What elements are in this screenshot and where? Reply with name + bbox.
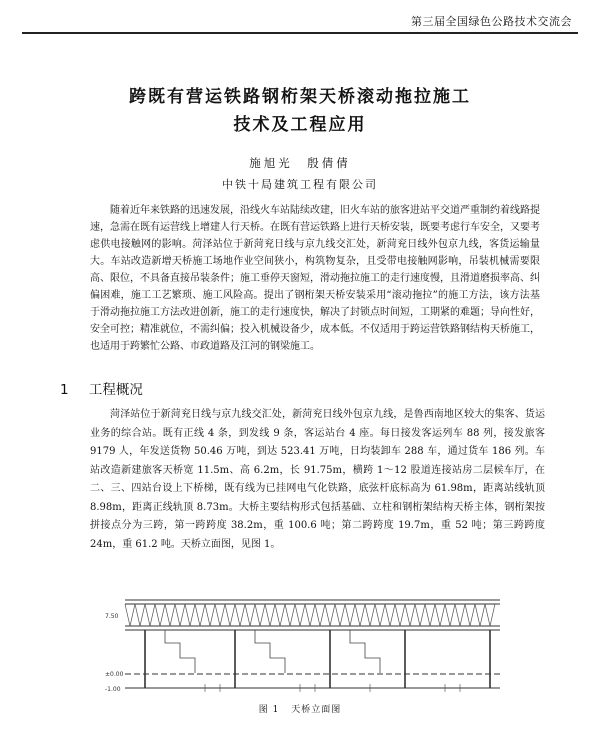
level-label-low: -1.00 — [105, 686, 121, 693]
truss-member — [395, 604, 400, 626]
truss-member — [465, 604, 470, 626]
truss-member — [390, 604, 395, 626]
truss-member — [320, 604, 325, 626]
truss-member — [145, 604, 150, 626]
truss-member — [285, 604, 290, 626]
truss-member — [250, 604, 255, 626]
truss-member — [245, 604, 250, 626]
truss-member — [435, 604, 440, 626]
truss-member — [155, 604, 160, 626]
truss-member — [490, 604, 495, 626]
truss-member — [200, 604, 205, 626]
truss-member — [460, 604, 465, 626]
truss-member — [335, 604, 340, 626]
truss-member — [175, 604, 180, 626]
truss-member — [180, 604, 185, 626]
truss-member — [170, 604, 175, 626]
affiliation: 中铁十局建筑工程有限公司 — [222, 178, 378, 191]
truss-member — [275, 604, 280, 626]
truss-member — [445, 604, 450, 626]
caption-number: 图 1 — [258, 705, 280, 715]
truss-member — [140, 604, 145, 626]
paper-title-line-1: 跨既有营运铁路钢桁架天桥滚动拖拉施工 — [129, 87, 471, 107]
truss-member — [290, 604, 295, 626]
truss-member — [420, 604, 425, 626]
truss-member — [210, 604, 215, 626]
truss-diagonals — [125, 604, 495, 626]
truss-member — [260, 604, 265, 626]
truss-member — [150, 604, 155, 626]
truss-member — [470, 604, 475, 626]
truss-member — [225, 604, 230, 626]
figure-caption — [0, 702, 600, 715]
truss-member — [310, 604, 315, 626]
truss-member — [295, 604, 300, 626]
truss-member — [425, 604, 430, 626]
columns — [145, 630, 490, 688]
truss-member — [350, 604, 355, 626]
section-heading — [60, 378, 143, 398]
truss-member — [230, 604, 235, 626]
conference-name: 第三届全国绿色公路技术交流会 — [411, 15, 572, 28]
truss-member — [195, 604, 200, 626]
truss-member — [340, 604, 345, 626]
truss-member — [400, 604, 405, 626]
truss-member — [205, 604, 210, 626]
truss-member — [430, 604, 435, 626]
truss-member — [330, 604, 335, 626]
truss-member — [270, 604, 275, 626]
truss-member — [240, 604, 245, 626]
section-number: 1 — [60, 382, 69, 398]
level-label-mid: ±0.00 — [105, 671, 124, 678]
truss-member — [315, 604, 320, 626]
truss-member — [480, 604, 485, 626]
ground-lines — [125, 674, 500, 688]
truss-member — [255, 604, 260, 626]
truss-member — [135, 604, 140, 626]
section-title: 工程概况 — [88, 382, 143, 398]
truss-member — [410, 604, 415, 626]
truss-member — [370, 604, 375, 626]
truss-member — [415, 604, 420, 626]
body-paragraph: 菏泽站位于新菏兖日线与京九线交汇处，新菏兖日线外包京九线，是鲁西南地区较大的集客、货运业务的综合站。既有正线 4 条，到发线 9 条，客运站台 4 座。每日接发客运列车 88 列，接发旅客 9179 人，年发送货物 50.46 万吨，到达 523.41 万吨，日均装卸车 288 车，通过货车 186 列。车站改造新建旅客天桥宽 11.5m、高 6.2m，长 91.75m，横跨 1～12 股道连接站房二层候车厅，在二、三、四站台设上下桥梯，既有线为已挂网电气化铁路，底弦杆底标高为 61.98m，距离站线轨顶 8.98m，距离正线轨顶 8.73m。大桥主要结构形式包括基础、立柱和钢桁架结构天桥主体，钢桁架按拼接点分为三跨，第一跨跨度 38.2m，重 100.6 吨；第二跨跨度 19.7m，重 52 吨；第三跨跨度 24m，重 61.2 吨。天桥立面图，见图 1。 — [90, 409, 545, 550]
truss-member — [305, 604, 310, 626]
bridge-elevation-drawing — [105, 588, 505, 700]
truss-member — [440, 604, 445, 626]
caption-text: 天桥立面图 — [291, 705, 342, 715]
bridge-elevation-figure — [105, 588, 505, 700]
truss-member — [325, 604, 330, 626]
truss-member — [455, 604, 460, 626]
authors: 施旭光 殷倩倩 — [249, 156, 351, 170]
truss-member — [235, 604, 240, 626]
truss-member — [485, 604, 490, 626]
truss-member — [165, 604, 170, 626]
truss-member — [355, 604, 360, 626]
paper-title-line-2: 技术及工程应用 — [233, 115, 367, 135]
truss-member — [385, 604, 390, 626]
truss-member — [360, 604, 365, 626]
abstract: 随着近年来铁路的迅速发展，沿线火车站陆续改建，旧火车站的旅客进站平交道严重制约着线路提速，急需在既有运营线上增建人行天桥。在既有营运铁路上进行天桥安装，既要考虑行车安全，又要考虑供电接触网的影响。菏泽站位于新菏兖日线与京九线交汇处，新菏兖日线外包京九线，客货运输量大。车站改造新增天桥施工场地作业空间狭小，构筑物复杂，且受带电接触网影响，吊装机械需要限高、限位，不具备直接吊装条件；施工垂停天窗短，滑动拖拉施工的走行速度慢，且滑道磨损率高、纠偏困难，施工工艺繁琐、施工风险高。提出了钢桁架天桥安装采用“滚动拖拉”的施工方法，该方法基于滑动拖拉施工方法改进创新，施工的走行速度快，解决了封锁点时间短，工期紧的难题；导向性好，安全可控；精准就位，不需纠偏；投入机械设备少，成本低。不仅适用于跨运营铁路钢结构天桥施工，也适用于跨繁忙公路、市政道路及江河的钢梁施工。 — [90, 205, 540, 352]
truss-member — [215, 604, 220, 626]
truss-member — [300, 604, 305, 626]
truss-member — [185, 604, 190, 626]
truss-member — [475, 604, 480, 626]
level-label-top: 7.50 — [105, 613, 119, 620]
truss-member — [450, 604, 455, 626]
truss-member — [345, 604, 350, 626]
stairways — [165, 630, 380, 673]
truss-member — [125, 604, 130, 626]
truss-member — [365, 604, 370, 626]
truss-member — [375, 604, 380, 626]
truss-member — [405, 604, 410, 626]
truss-member — [130, 604, 135, 626]
running-header — [22, 8, 578, 34]
truss-member — [160, 604, 165, 626]
truss-member — [380, 604, 385, 626]
truss-member — [280, 604, 285, 626]
truss-member — [190, 604, 195, 626]
truss-member — [265, 604, 270, 626]
truss-member — [220, 604, 225, 626]
